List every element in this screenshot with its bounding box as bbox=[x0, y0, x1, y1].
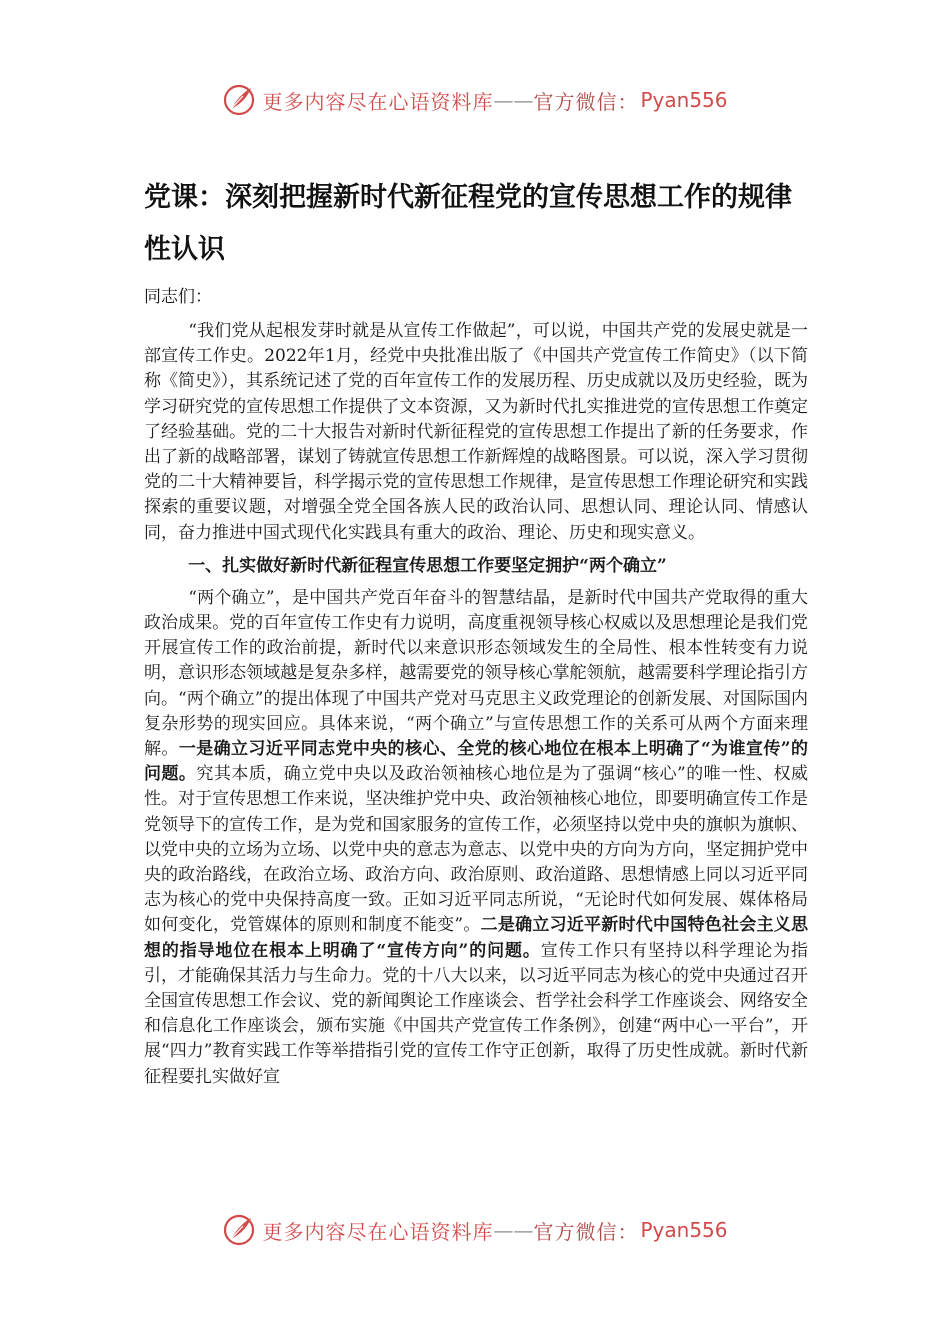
watermark-text: 更多内容尽在心语资料库 bbox=[262, 1219, 494, 1244]
section1-bold-point-2: 二是确立习近平新时代中国特色社会主义思想的指导地位在根本上明确了“宣传方向”的问题。 bbox=[144, 915, 808, 961]
watermark-banner-bottom bbox=[0, 1210, 950, 1250]
section1-text-part3: 宣传工作只有坚持以科学理论为指引，才能确保其活力与生命力。党的十八大以来，以习近平同志为核心的党中央通过召开全国宣传思想工作会议、党的新闻舆论工作座谈会、哲学社会科学工作座谈会、网络安全和信息化工作座谈会，颁布实施《中国共产党宣传工作条例》，创建“两中心一平台”，开展“四力”教育实践工作等举措指引党的宣传工作守正创新，取得了历史性成就。新时代新征程要扎实做好宣 bbox=[144, 940, 809, 1087]
watermark-wechat-label: 官方微信： bbox=[533, 89, 639, 114]
section1-text-part1: “两个确立”，是中国共产党百年奋斗的智慧结晶，是新时代中国共产党取得的重大政治成果。党的百年宣传工作史有力说明，高度重视领导核心权威以及思想理论是我们党开展宣传工作的政治前提，新时代以来意识形态领域发生的全局性、根本性转变有力说明，意识形态领域越是复杂多样，越需要党的领导核心掌舵领航，越需要科学理论指引方向。“两个确立”的提出体现了中国共产党对马克思主义政党理论的创新发展、对国际国内复杂形势的现实回应。具体来说，“两个确立”与宣传思想工作的关系可从两个方面来理解。 bbox=[144, 587, 808, 760]
document-body bbox=[144, 172, 808, 1090]
section1-text-part2: 究其本质，确立党中央以及政治领袖核心地位是为了强调“核心”的唯一性、权威性。对于宣传思想工作来说，坚决维护党中央、政治领袖核心地位，即要明确宣传工作是党领导下的宣传工作，是为党和国家服务的宣传工作，必须坚持以党中央的旗帜为旗帜、以党中央的立场为立场、以党中央的意志为意志、以党中央的方向为方向，坚定拥护党中央的政治路线，在政治立场、政治方向、政治原则、政治道路、思想情感上同以习近平同志为核心的党中央保持高度一致。正如习近平同志所说，“无论时代如何发展、媒体格局如何变化，党管媒体的原则和制度不能变”。 bbox=[144, 764, 808, 936]
section1-bold-point-1: 一是确立习近平同志党中央的核心、全党的核心地位在根本上明确了“为谁宣传”的问题。 bbox=[144, 739, 808, 785]
watermark-wechat-id: Pyan556 bbox=[640, 1218, 728, 1242]
watermark-text: 更多内容尽在心语资料库 bbox=[262, 89, 494, 114]
greeting: 同志们： bbox=[144, 287, 212, 307]
watermark-separator: —— bbox=[493, 1218, 534, 1242]
watermark-separator: —— bbox=[493, 88, 534, 112]
document-title: 党课：深刻把握新时代新征程党的宣传思想工作的规律性认识 bbox=[144, 182, 792, 265]
feather-pen-logo-icon bbox=[222, 83, 256, 117]
feather-pen-logo-icon bbox=[222, 1213, 256, 1247]
watermark-wechat-label: 官方微信： bbox=[533, 1219, 639, 1244]
intro-paragraph: “我们党从起根发芽时就是从宣传工作做起”，可以说，中国共产党的发展史就是一部宣传工作史。2022年1月，经党中央批准出版了《中国共产党宣传工作简史》（以下简称《简史》），其系统记述了党的百年宣传工作的发展历程、历史成就以及历史经验，既为学习研究党的宣传思想工作提供了文本资源，又为新时代扎实推进党的宣传思想工作奠定了经验基础。党的二十大报告对新时代新征程党的宣传思想工作提出了新的任务要求，作出了新的战略部署，谋划了铸就宣传思想工作新辉煌的战略图景。可以说，深入学习贯彻党的二十大精神要旨，科学揭示党的宣传思想工作规律，是宣传思想工作理论研究和实践探索的重要议题，对增强全党全国各族人民的政治认同、思想认同、理论认同、情感认同，奋力推进中国式现代化实践具有重大的政治、理论、历史和现实意义。 bbox=[144, 321, 808, 543]
watermark-wechat-id: Pyan556 bbox=[640, 88, 728, 112]
watermark-banner-top bbox=[0, 80, 950, 120]
section-heading-1: 一、扎实做好新时代新征程宣传思想工作要坚定拥护“两个确立” bbox=[188, 555, 667, 576]
section1-paragraph bbox=[144, 586, 808, 1090]
